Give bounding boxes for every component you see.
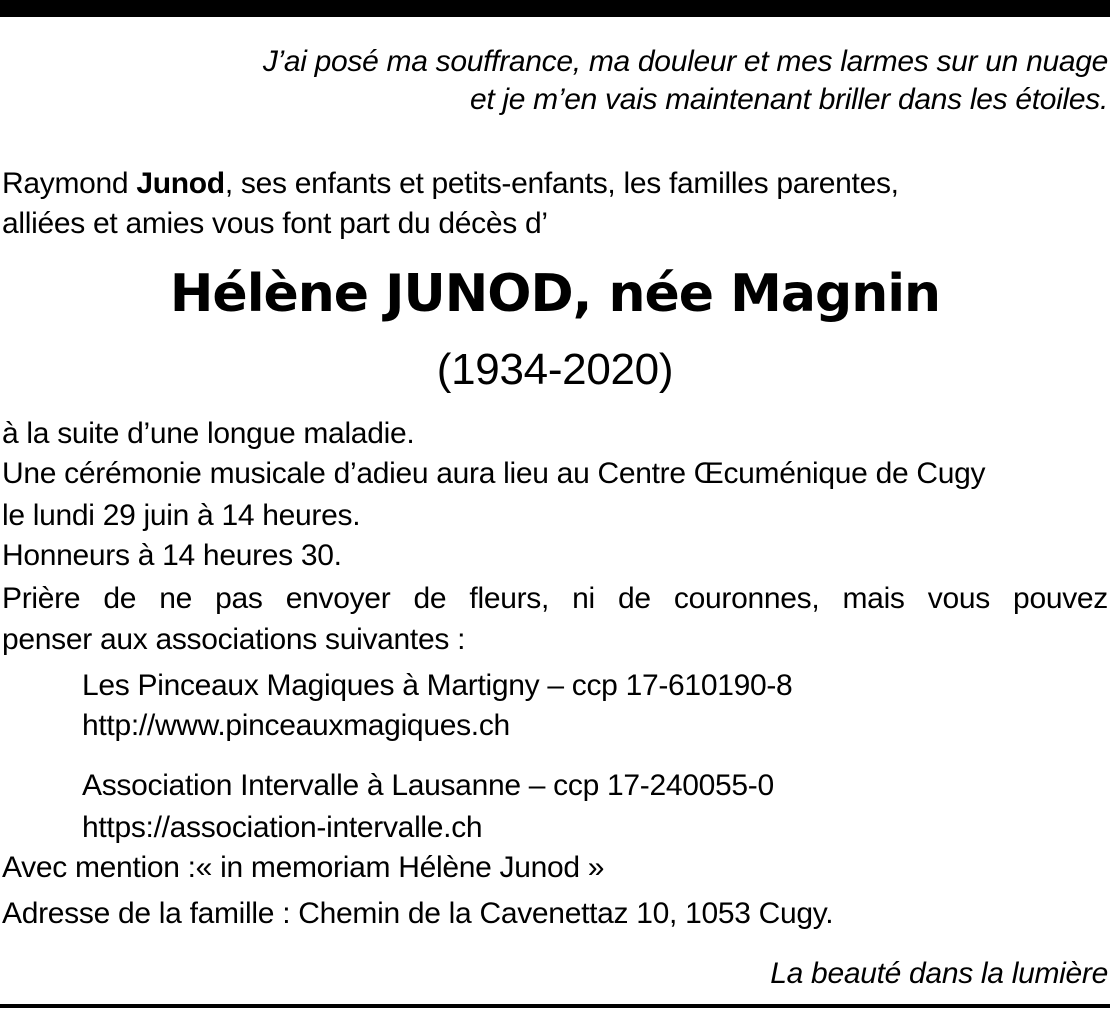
announcement-line-1 (2, 166, 899, 202)
ceremony-line-1: Une cérémonie musicale d’adieu aura lieu au Centre Œcuménique de Cugy (2, 457, 986, 490)
cause-text: à la suite d’une longue maladie. (2, 417, 415, 450)
closing-line: La beauté dans la lumière (770, 957, 1108, 990)
announcement-suffix: , ses enfants et petits-enfants, les familles parentes, (224, 167, 899, 200)
bottom-rule (0, 1004, 1110, 1008)
epigraph-line-1: J’ai posé ma souffrance, ma douleur et mes larmes sur un nuage (262, 45, 1108, 78)
association-2-url[interactable]: https://association-intervalle.ch (82, 811, 483, 844)
association-2-name: Association Intervalle à Lausanne – ccp 17-240055-0 (82, 769, 774, 802)
announcement-line-2: alliées et amies vous font part du décès d’ (2, 207, 548, 240)
announcement-prefix: Raymond (2, 167, 137, 200)
ceremony-line-2: le lundi 29 juin à 14 heures. (2, 499, 361, 532)
association-1-url[interactable]: http://www.pinceauxmagiques.ch (82, 709, 510, 742)
association-1-name: Les Pinceaux Magiques à Martigny – ccp 17-610190-8 (82, 669, 793, 702)
flowers-line-2: penser aux associations suivantes : (2, 623, 466, 656)
mention-text: Avec mention :« in memoriam Hélène Junod » (2, 851, 605, 884)
family-address: Adresse de la famille : Chemin de la Cavenettaz 10, 1053 Cugy. (2, 897, 834, 930)
top-rule (0, 0, 1110, 17)
deceased-years: (1934-2020) (436, 345, 674, 394)
announcement-surname: Junod (136, 167, 225, 200)
honours-text: Honneurs à 14 heures 30. (2, 539, 342, 572)
deceased-name: Hélène JUNOD, née Magnin (169, 264, 941, 324)
epigraph-line-2: et je m’en vais maintenant briller dans les étoiles. (469, 83, 1108, 116)
flowers-line-1: Prière de ne pas envoyer de fleurs, ni de couronnes, mais vous pouvez (2, 582, 1108, 615)
